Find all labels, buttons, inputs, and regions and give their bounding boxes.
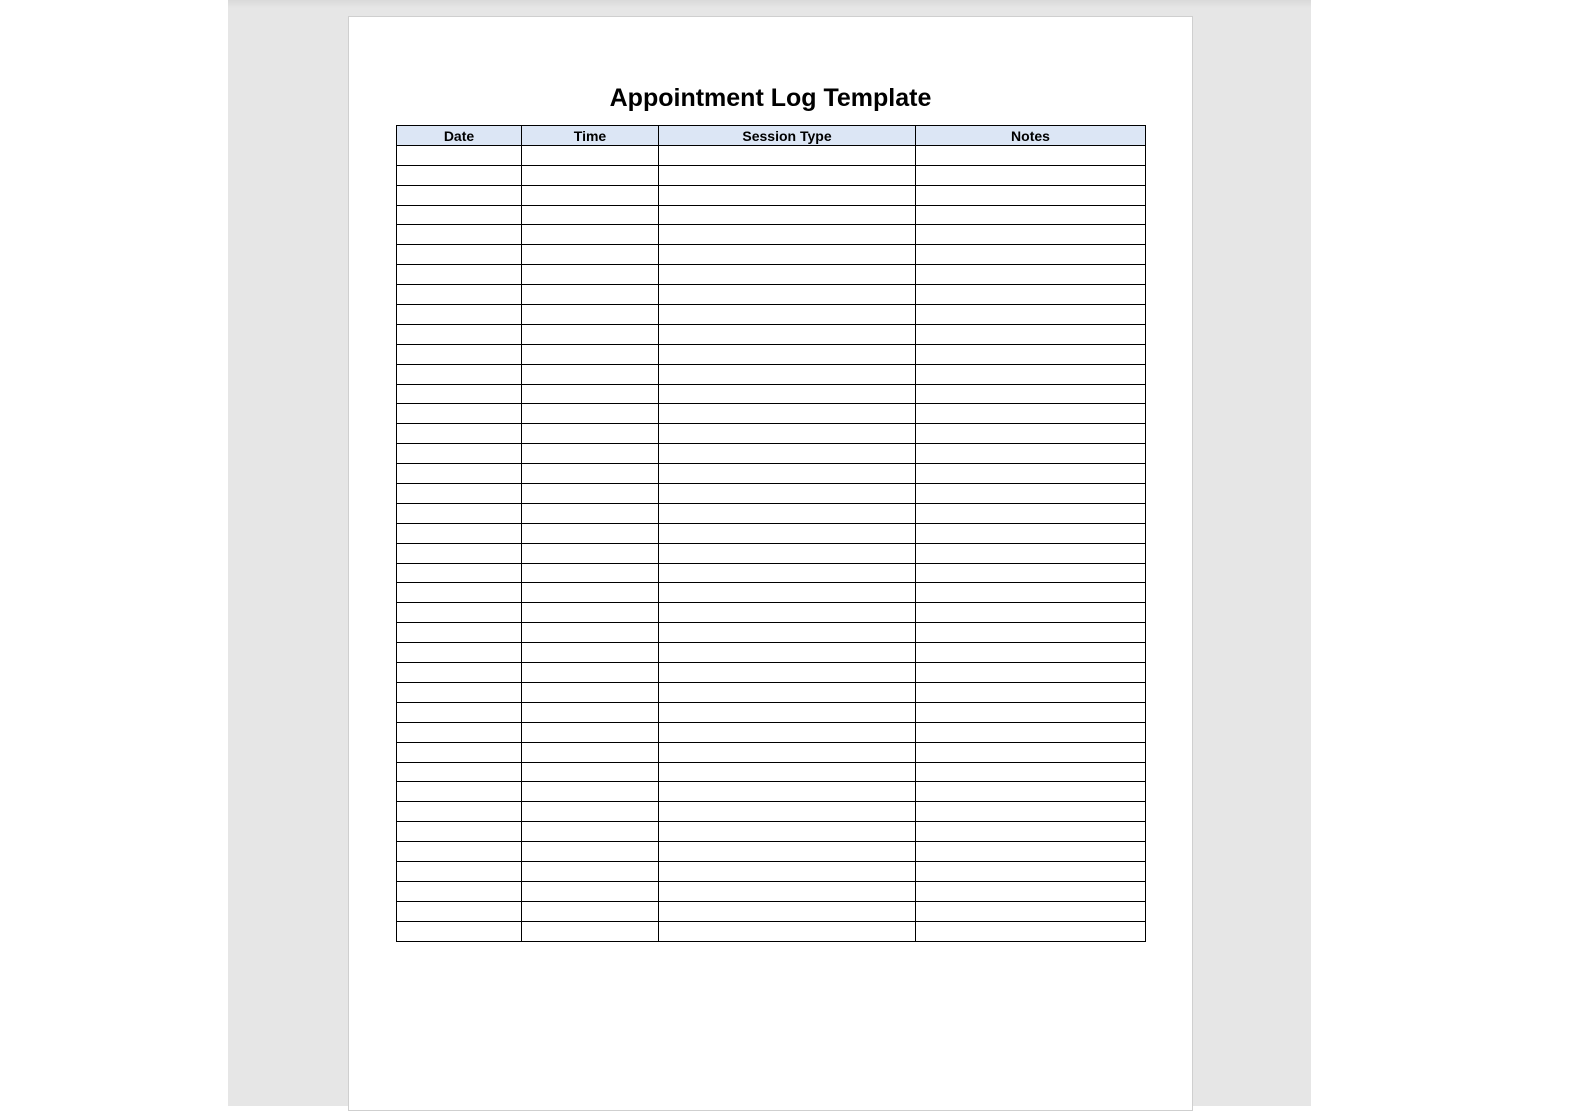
cell-session-type[interactable] [659, 464, 916, 484]
cell-notes[interactable] [916, 663, 1146, 683]
table-row [397, 583, 1146, 603]
cell-time[interactable] [522, 185, 659, 205]
cell-date[interactable] [397, 603, 522, 623]
cell-time[interactable] [522, 404, 659, 424]
table-row [397, 245, 1146, 265]
cell-date[interactable] [397, 861, 522, 881]
cell-date[interactable] [397, 762, 522, 782]
cell-notes[interactable] [916, 205, 1146, 225]
cell-session-type[interactable] [659, 901, 916, 921]
cell-notes[interactable] [916, 424, 1146, 444]
document-page [348, 16, 1193, 1111]
table-row [397, 702, 1146, 722]
table-row [397, 822, 1146, 842]
cell-date[interactable] [397, 364, 522, 384]
cell-date[interactable] [397, 145, 522, 165]
cell-session-type[interactable] [659, 503, 916, 523]
cell-time[interactable] [522, 205, 659, 225]
cell-date[interactable] [397, 424, 522, 444]
table-row [397, 901, 1146, 921]
table-row [397, 663, 1146, 683]
table-row [397, 842, 1146, 862]
table-row [397, 484, 1146, 504]
cell-date[interactable] [397, 185, 522, 205]
cell-date[interactable] [397, 404, 522, 424]
cell-notes[interactable] [916, 384, 1146, 404]
cell-date[interactable] [397, 822, 522, 842]
cell-session-type[interactable] [659, 305, 916, 325]
table-row [397, 305, 1146, 325]
cell-date[interactable] [397, 901, 522, 921]
cell-notes[interactable] [916, 543, 1146, 563]
cell-time[interactable] [522, 921, 659, 941]
cell-time[interactable] [522, 285, 659, 305]
cell-notes[interactable] [916, 145, 1146, 165]
cell-date[interactable] [397, 842, 522, 862]
cell-session-type[interactable] [659, 364, 916, 384]
cell-session-type[interactable] [659, 782, 916, 802]
cell-date[interactable] [397, 722, 522, 742]
table-row [397, 722, 1146, 742]
cell-session-type[interactable] [659, 324, 916, 344]
cell-date[interactable] [397, 802, 522, 822]
cell-notes[interactable] [916, 742, 1146, 762]
cell-time[interactable] [522, 384, 659, 404]
cell-time[interactable] [522, 145, 659, 165]
cell-session-type[interactable] [659, 802, 916, 822]
cell-time[interactable] [522, 424, 659, 444]
cell-date[interactable] [397, 384, 522, 404]
table-row [397, 523, 1146, 543]
cell-notes[interactable] [916, 503, 1146, 523]
cell-date[interactable] [397, 702, 522, 722]
cell-notes[interactable] [916, 722, 1146, 742]
cell-session-type[interactable] [659, 861, 916, 881]
workspace-top-shadow [228, 0, 1311, 8]
column-header-session-type: Session Type [659, 126, 916, 146]
cell-session-type[interactable] [659, 265, 916, 285]
cell-notes[interactable] [916, 484, 1146, 504]
cell-date[interactable] [397, 484, 522, 504]
table-row [397, 424, 1146, 444]
table-row [397, 185, 1146, 205]
table-row [397, 802, 1146, 822]
cell-notes[interactable] [916, 185, 1146, 205]
cell-date[interactable] [397, 305, 522, 325]
cell-notes[interactable] [916, 364, 1146, 384]
cell-time[interactable] [522, 842, 659, 862]
cell-time[interactable] [522, 682, 659, 702]
cell-session-type[interactable] [659, 643, 916, 663]
cell-date[interactable] [397, 523, 522, 543]
cell-notes[interactable] [916, 762, 1146, 782]
cell-notes[interactable] [916, 305, 1146, 325]
table-row [397, 205, 1146, 225]
cell-notes[interactable] [916, 682, 1146, 702]
cell-time[interactable] [522, 503, 659, 523]
cell-notes[interactable] [916, 623, 1146, 643]
cell-notes[interactable] [916, 643, 1146, 663]
cell-time[interactable] [522, 563, 659, 583]
cell-date[interactable] [397, 563, 522, 583]
cell-notes[interactable] [916, 225, 1146, 245]
cell-time[interactable] [522, 464, 659, 484]
cell-notes[interactable] [916, 444, 1146, 464]
cell-time[interactable] [522, 643, 659, 663]
cell-date[interactable] [397, 245, 522, 265]
cell-date[interactable] [397, 643, 522, 663]
table-row [397, 464, 1146, 484]
cell-time[interactable] [522, 364, 659, 384]
table-row [397, 742, 1146, 762]
cell-session-type[interactable] [659, 742, 916, 762]
cell-date[interactable] [397, 663, 522, 683]
table-row [397, 603, 1146, 623]
cell-session-type[interactable] [659, 344, 916, 364]
table-row [397, 444, 1146, 464]
table-row [397, 165, 1146, 185]
table-row [397, 623, 1146, 643]
cell-notes[interactable] [916, 245, 1146, 265]
cell-date[interactable] [397, 285, 522, 305]
cell-date[interactable] [397, 583, 522, 603]
cell-time[interactable] [522, 603, 659, 623]
cell-notes[interactable] [916, 881, 1146, 901]
cell-session-type[interactable] [659, 484, 916, 504]
cell-time[interactable] [522, 344, 659, 364]
cell-session-type[interactable] [659, 921, 916, 941]
cell-time[interactable] [522, 444, 659, 464]
cell-session-type[interactable] [659, 245, 916, 265]
cell-time[interactable] [522, 484, 659, 504]
table-row [397, 861, 1146, 881]
cell-session-type[interactable] [659, 822, 916, 842]
cell-notes[interactable] [916, 265, 1146, 285]
cell-session-type[interactable] [659, 384, 916, 404]
cell-date[interactable] [397, 921, 522, 941]
cell-notes[interactable] [916, 901, 1146, 921]
cell-session-type[interactable] [659, 563, 916, 583]
cell-time[interactable] [522, 742, 659, 762]
table-row [397, 364, 1146, 384]
appointment-log-table [396, 125, 1146, 942]
cell-date[interactable] [397, 682, 522, 702]
table-row [397, 404, 1146, 424]
page-title: Appointment Log Template [609, 84, 932, 112]
cell-session-type[interactable] [659, 523, 916, 543]
table-row [397, 145, 1146, 165]
cell-notes[interactable] [916, 563, 1146, 583]
cell-time[interactable] [522, 583, 659, 603]
cell-session-type[interactable] [659, 603, 916, 623]
cell-date[interactable] [397, 344, 522, 364]
cell-session-type[interactable] [659, 185, 916, 205]
cell-session-type[interactable] [659, 225, 916, 245]
cell-session-type[interactable] [659, 682, 916, 702]
cell-time[interactable] [522, 225, 659, 245]
cell-notes[interactable] [916, 464, 1146, 484]
cell-date[interactable] [397, 205, 522, 225]
cell-time[interactable] [522, 782, 659, 802]
table-row [397, 225, 1146, 245]
cell-time[interactable] [522, 822, 659, 842]
cell-notes[interactable] [916, 802, 1146, 822]
table-row [397, 563, 1146, 583]
cell-session-type[interactable] [659, 623, 916, 643]
table-row [397, 762, 1146, 782]
cell-time[interactable] [522, 762, 659, 782]
cell-session-type[interactable] [659, 722, 916, 742]
cell-notes[interactable] [916, 702, 1146, 722]
cell-session-type[interactable] [659, 702, 916, 722]
cell-date[interactable] [397, 225, 522, 245]
cell-notes[interactable] [916, 583, 1146, 603]
cell-time[interactable] [522, 901, 659, 921]
cell-time[interactable] [522, 881, 659, 901]
cell-session-type[interactable] [659, 404, 916, 424]
cell-notes[interactable] [916, 861, 1146, 881]
table-row [397, 881, 1146, 901]
table-header-row [397, 126, 1146, 146]
cell-notes[interactable] [916, 782, 1146, 802]
cell-time[interactable] [522, 523, 659, 543]
cell-time[interactable] [522, 324, 659, 344]
cell-time[interactable] [522, 265, 659, 285]
cell-notes[interactable] [916, 324, 1146, 344]
cell-time[interactable] [522, 165, 659, 185]
table-row [397, 324, 1146, 344]
table-row [397, 344, 1146, 364]
table-row [397, 782, 1146, 802]
cell-date[interactable] [397, 881, 522, 901]
table-row [397, 921, 1146, 941]
table-row [397, 265, 1146, 285]
cell-date[interactable] [397, 503, 522, 523]
column-header-date: Date [397, 126, 522, 146]
cell-time[interactable] [522, 802, 659, 822]
table-row [397, 643, 1146, 663]
cell-notes[interactable] [916, 344, 1146, 364]
cell-session-type[interactable] [659, 543, 916, 563]
cell-notes[interactable] [916, 523, 1146, 543]
cell-session-type[interactable] [659, 762, 916, 782]
cell-time[interactable] [522, 623, 659, 643]
cell-session-type[interactable] [659, 205, 916, 225]
cell-session-type[interactable] [659, 285, 916, 305]
cell-notes[interactable] [916, 842, 1146, 862]
cell-notes[interactable] [916, 285, 1146, 305]
cell-time[interactable] [522, 663, 659, 683]
cell-time[interactable] [522, 305, 659, 325]
cell-session-type[interactable] [659, 444, 916, 464]
cell-notes[interactable] [916, 165, 1146, 185]
column-header-time: Time [522, 126, 659, 146]
cell-time[interactable] [522, 722, 659, 742]
cell-date[interactable] [397, 742, 522, 762]
cell-session-type[interactable] [659, 165, 916, 185]
cell-notes[interactable] [916, 404, 1146, 424]
table-row [397, 682, 1146, 702]
cell-session-type[interactable] [659, 145, 916, 165]
cell-notes[interactable] [916, 921, 1146, 941]
table-row [397, 285, 1146, 305]
table-body [397, 145, 1146, 941]
cell-date[interactable] [397, 782, 522, 802]
cell-date[interactable] [397, 444, 522, 464]
column-header-notes: Notes [916, 126, 1146, 146]
table-row [397, 384, 1146, 404]
cell-session-type[interactable] [659, 842, 916, 862]
cell-date[interactable] [397, 464, 522, 484]
cell-date[interactable] [397, 623, 522, 643]
cell-date[interactable] [397, 165, 522, 185]
cell-time[interactable] [522, 245, 659, 265]
cell-time[interactable] [522, 861, 659, 881]
cell-date[interactable] [397, 324, 522, 344]
cell-date[interactable] [397, 543, 522, 563]
cell-time[interactable] [522, 543, 659, 563]
cell-session-type[interactable] [659, 583, 916, 603]
table-row [397, 543, 1146, 563]
cell-date[interactable] [397, 265, 522, 285]
cell-session-type[interactable] [659, 881, 916, 901]
cell-notes[interactable] [916, 603, 1146, 623]
cell-session-type[interactable] [659, 424, 916, 444]
cell-notes[interactable] [916, 822, 1146, 842]
cell-session-type[interactable] [659, 663, 916, 683]
cell-time[interactable] [522, 702, 659, 722]
table-row [397, 503, 1146, 523]
